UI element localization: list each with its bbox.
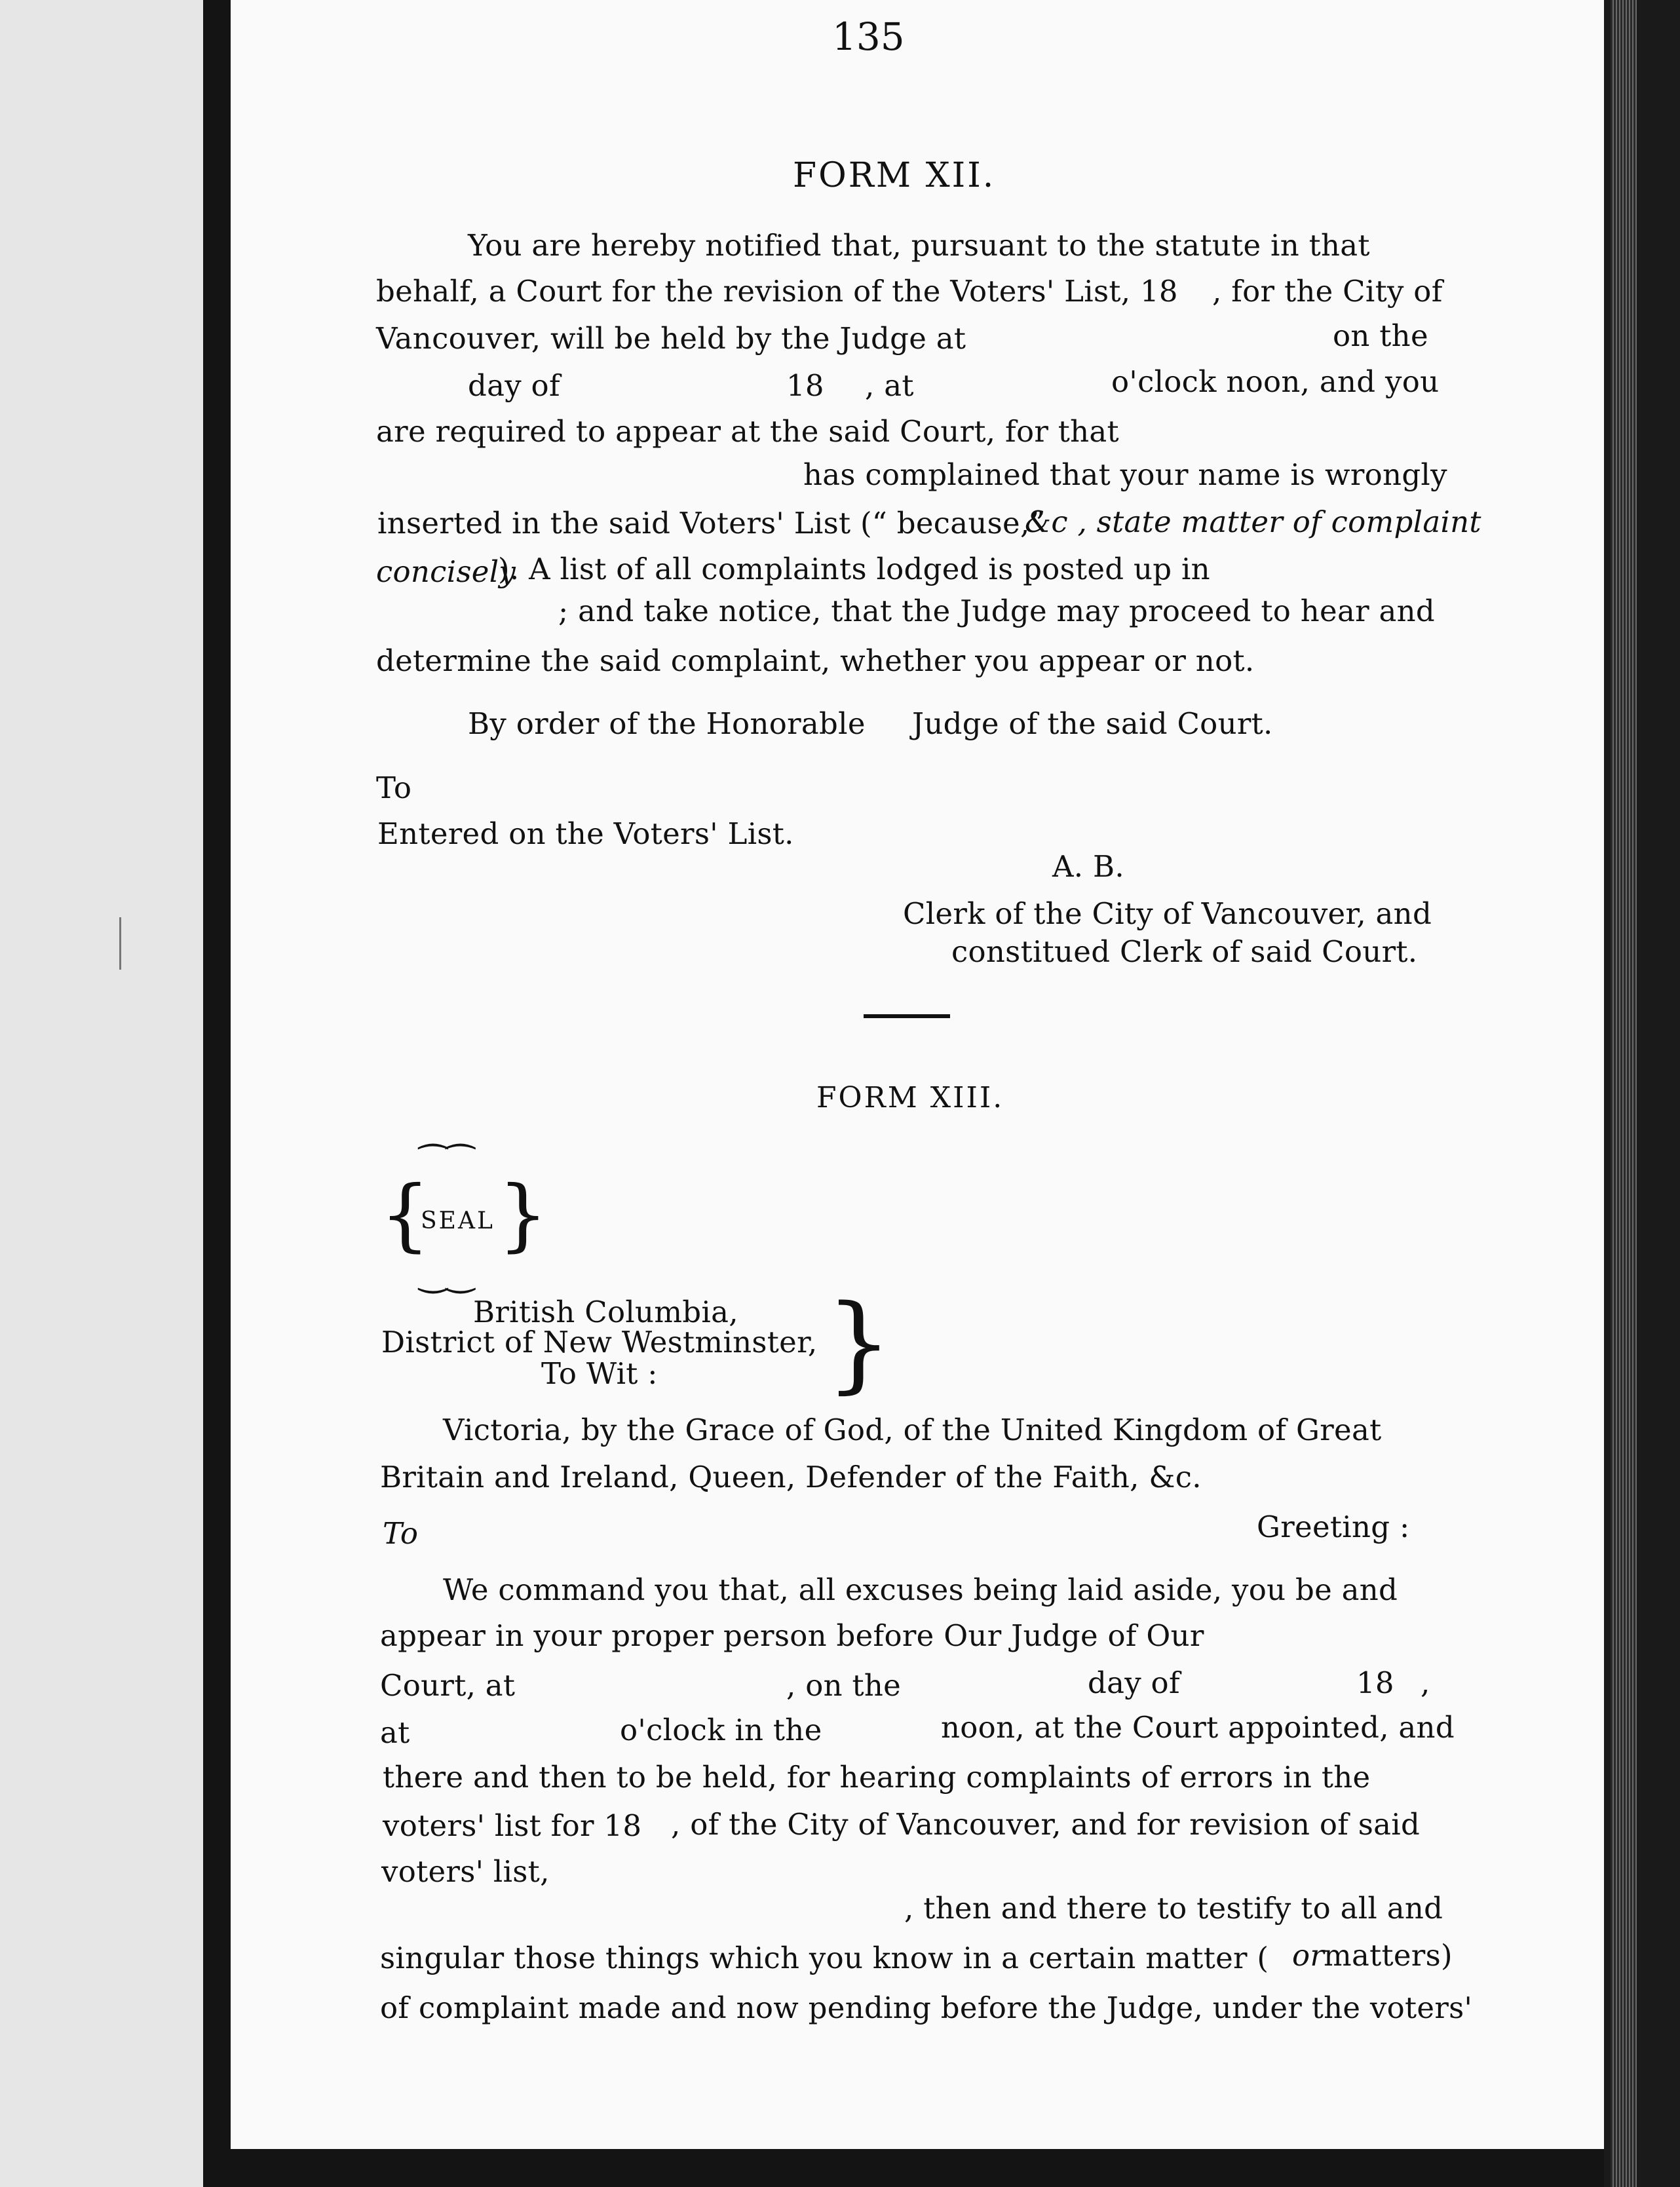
form12-line: behalf, a Court for the revision of the Voters' List, 18 (376, 274, 1178, 309)
form13-line: To (383, 1516, 419, 1551)
seal-ornament-icon: ‿‿ (419, 1255, 474, 1294)
entered-note: Entered on the Voters' List. (377, 816, 794, 851)
seal-brace-right-icon: } (498, 1170, 548, 1261)
form12-line: has complained that your name is wrongly (803, 457, 1447, 492)
venue-line: British Columbia, (473, 1295, 738, 1329)
signer-title: Clerk of the City of Vancouver, and (903, 896, 1432, 931)
form12-line: , for the City of (1212, 274, 1443, 309)
seal-ornament-icon: ⁀⁀ (419, 1145, 474, 1184)
form13-line: Britain and Ireland, Queen, Defender of the Faith, &c. (380, 1460, 1202, 1494)
form13-line: day of (1088, 1665, 1180, 1700)
form13-line: at (380, 1715, 410, 1750)
signer-title: constitued Clerk of said Court. (951, 934, 1418, 969)
venue-line: District of New Westminster, (381, 1325, 818, 1360)
form12-line: ). A list of all complaints lodged is posted up in (498, 552, 1210, 586)
form13-line: noon, at the Court appointed, and (941, 1710, 1455, 1745)
form12-line: are required to appear at the said Court, for that (376, 414, 1119, 449)
form12-line: You are hereby notified that, pursuant to the statute in that (468, 228, 1370, 263)
form13-line: or (1292, 1938, 1325, 1973)
form13-line: Greeting : (1257, 1510, 1410, 1544)
form13-line: there and then to be held, for hearing complaints of errors in the (383, 1760, 1371, 1795)
form13-line: singular those things which you know in a certain matter ( (380, 1941, 1269, 1975)
order-line: Judge of the said Court. (912, 706, 1273, 741)
form12-line: &c , state matter of complaint (1025, 504, 1481, 539)
form13-line: appear in your proper person before Our Judge of Our (380, 1618, 1204, 1653)
signer-name: A. B. (1052, 849, 1124, 884)
left-scan-margin (0, 0, 203, 2187)
form13-line: , on the (786, 1668, 902, 1703)
form12-line: concisely (376, 554, 516, 589)
form-xii-title: FORM XII. (793, 156, 996, 195)
page-edges (1611, 0, 1637, 2187)
venue-brace-icon: } (826, 1282, 892, 1404)
form13-line: of complaint made and now pending before the Judge, under the voters' (380, 1990, 1473, 2025)
scan-mark (119, 917, 121, 970)
form12-line: determine the said complaint, whether you appear or not. (376, 643, 1255, 678)
seal (380, 1145, 548, 1294)
form13-line: , then and there to testify to all and (904, 1891, 1443, 1926)
venue-line: To Wit : (541, 1356, 658, 1391)
form13-line: o'clock in the (620, 1713, 822, 1747)
form12-line: day of (468, 368, 560, 403)
form13-line: 18 (1356, 1665, 1394, 1700)
form13-line: Victoria, by the Grace of God, of the United Kingdom of Great (443, 1413, 1382, 1447)
form13-line: Court, at (380, 1668, 516, 1703)
form12-line: , at (865, 368, 914, 403)
seal-label: SEAL (421, 1208, 495, 1234)
form12-line: Vancouver, will be held by the Judge at (376, 321, 966, 356)
seal-brace-left-icon: { (380, 1170, 430, 1261)
form13-line: , (1421, 1665, 1430, 1700)
addressee-to: To (376, 770, 412, 805)
bottom-scan-edge (231, 2149, 1604, 2187)
form12-line: inserted in the said Voters' List (“ because,” (377, 506, 1045, 541)
form13-line: We command you that, all excuses being laid aside, you be and (443, 1572, 1398, 1607)
page-number: 135 (832, 14, 905, 59)
form12-line: on the (1333, 318, 1428, 353)
form13-line: matters) (1324, 1938, 1453, 1973)
form-xiii-title: FORM XIII. (816, 1081, 1004, 1114)
form13-line: voters' list for 18 (383, 1808, 642, 1843)
book-gutter (203, 0, 231, 2187)
form12-line: o'clock noon, and you (1111, 364, 1440, 399)
form13-line: voters' list, (381, 1854, 550, 1889)
form12-line: 18 (786, 368, 824, 403)
form12-line: ; and take notice, that the Judge may proceed to hear and (558, 594, 1436, 628)
section-divider (864, 1014, 950, 1018)
order-line: By order of the Honorable (468, 706, 866, 741)
form13-line: , of the City of Vancouver, and for revision of said (671, 1807, 1421, 1842)
